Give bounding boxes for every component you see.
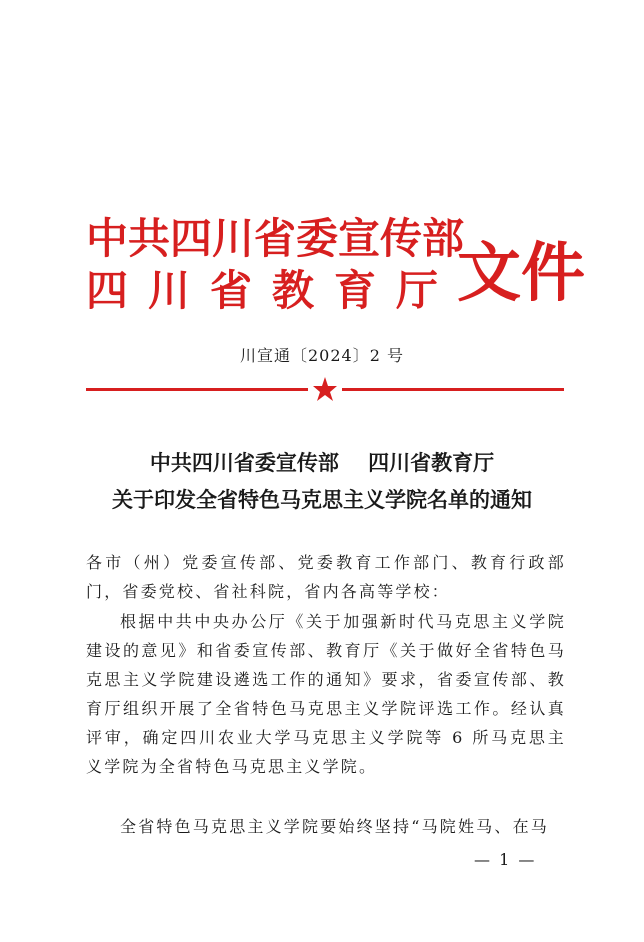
star-icon — [312, 376, 338, 402]
page-number: — 1 — — [474, 850, 537, 869]
document-title-line-2: 关于印发全省特色马克思主义学院名单的通知 — [112, 488, 532, 512]
addressee: 各市（州）党委宣传部、党委教育工作部门、教育行政部门，省委党校、省社科院，省内各高等学校： — [86, 553, 566, 601]
document-type-label: 文件 — [457, 237, 585, 311]
divider-line-right — [342, 388, 564, 391]
document-number: 川宣通〔2024〕2 号 — [240, 346, 404, 365]
divider-line-left — [86, 388, 308, 391]
issuing-agency-2: 四川省教育厅 — [86, 266, 459, 315]
document-header — [86, 200, 585, 315]
body-paragraph-2: 全省特色马克思主义学院要始终坚持“马院姓马、在马 — [120, 817, 549, 836]
body-paragraph-1: 根据中共中央办公厅《关于加强新时代马克思主义学院建设的意见》和省委宣传部、教育厅《关于做好全省特色马克思主义学院建设遴选工作的通知》要求，省委宣传部、教育厅组织开展了全省特色马克思主义学院评选工作。经认真评审，确定四川农业大学马克思主义学院等 6 所马克思主义学院为全省特色马克思主义学院。 — [86, 612, 566, 776]
document-title-line-1: 中共四川省委宣传部 四川省教育厅 — [149, 451, 495, 475]
red-divider — [86, 378, 564, 400]
issuing-agency-1: 中共四川省委宣传部 — [86, 214, 465, 263]
